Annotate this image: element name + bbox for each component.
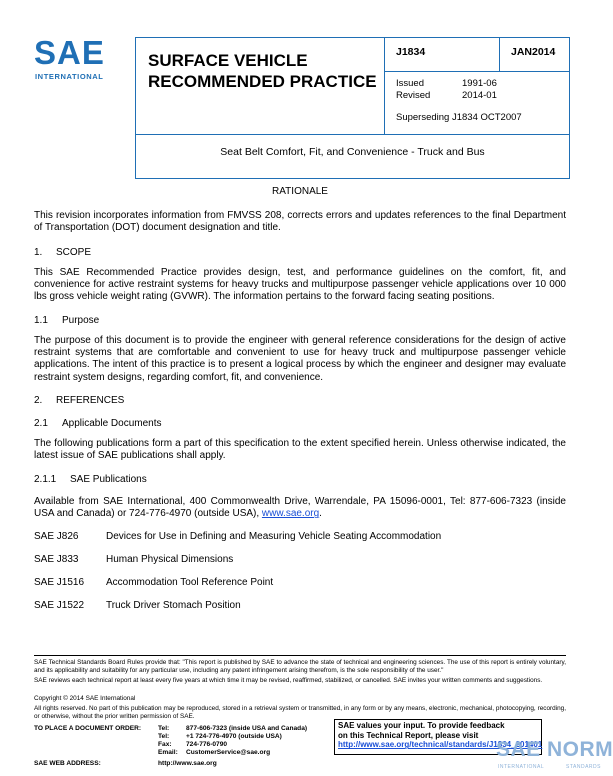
- review-text: SAE reviews each technical report at least every five years at which time it may be revised, reaffirmed, stabilized, or cancelled. SAE invites your written comments and suggestions.: [34, 677, 543, 684]
- sae-norm-watermark: [496, 738, 613, 776]
- reference-code: SAE J826: [34, 531, 79, 542]
- document-date: JAN2014: [511, 46, 556, 58]
- purpose-text: The purpose of this document is to provide the engineer with general reference considerations for the design of active restraint systems that are comfortable and convenient to use for heavy truck and multipurpose passenger vehicle applications. The intent of this practice is to present a logical process by which the engineer and designer may evaluate restraint system designs, regarding comfort, fit, and convenience.: [34, 335, 566, 383]
- reference-code: SAE J1522: [34, 600, 85, 611]
- applicable-documents-text: The following publications form a part of this specification to the extent specified herein. Unless otherwise indicated, the latest issue of SAE publications shall apply.: [34, 438, 566, 462]
- logo-subtitle: INTERNATIONAL: [35, 72, 104, 81]
- section-1-1-heading: [34, 315, 99, 326]
- header-divider: [384, 38, 385, 134]
- section-title: SAE Publications: [70, 474, 147, 485]
- superseding-note: Superseding J1834 OCT2007: [396, 112, 522, 123]
- sae-publications-text: [34, 496, 566, 520]
- footer-rule: [34, 655, 566, 656]
- logo-mark: SAE: [34, 34, 105, 71]
- revised-value: 2014-01: [462, 90, 497, 101]
- header-divider: [136, 134, 569, 135]
- section-number: 1.: [34, 247, 43, 258]
- fax-value: 724-776-0790: [186, 741, 228, 748]
- sae-publications-body: Available from SAE International, 400 Commonwealth Drive, Warrendale, PA 15096-0001, Tel: 877-606-7323 (inside USA and Canada) or 724-776-4970 (outside USA),: [34, 496, 566, 520]
- reference-item: [34, 577, 273, 588]
- reference-code: SAE J1516: [34, 577, 85, 588]
- tel2-value: +1 724-776-4970 (outside USA): [186, 733, 282, 740]
- email-label: Email:: [158, 749, 178, 756]
- section-title: REFERENCES: [56, 395, 125, 406]
- reference-title: Human Physical Dimensions: [106, 554, 234, 565]
- board-rules-text: SAE Technical Standards Board Rules provide that: "This report is published by SAE to advance the state of technical and engineering sciences. The use of this report is entirely voluntary, and its applicability and suitability for any particular use, including any patent infringement arising therefrom, is the sole responsibility of the user.": [34, 659, 566, 674]
- section-title: Purpose: [62, 315, 100, 326]
- tel1-value: 877-606-7323 (inside USA and Canada): [186, 725, 308, 732]
- reference-item: [34, 531, 441, 542]
- header-divider: [499, 38, 500, 71]
- web-value[interactable]: http://www.sae.org: [158, 760, 217, 767]
- copyright-text: Copyright © 2014 SAE International: [34, 695, 136, 702]
- sae-logo: [34, 36, 124, 86]
- section-2-1-heading: [34, 418, 162, 429]
- reference-title: Truck Driver Stomach Position: [106, 600, 241, 611]
- document-subject: Seat Belt Comfort, Fit, and Convenience - Truck and Bus: [220, 146, 485, 158]
- fax-label: Fax:: [158, 741, 172, 748]
- sae-website-link[interactable]: www.sae.org: [261, 508, 320, 520]
- section-title: Applicable Documents: [62, 418, 162, 429]
- tel2-label: Tel:: [158, 733, 170, 740]
- feedback-line-2: on this Technical Report, please visit: [338, 730, 479, 740]
- document-type-title: SURFACE VEHICLE RECOMMENDED PRACTICE: [148, 51, 377, 91]
- reference-item: [34, 554, 233, 565]
- feedback-link[interactable]: http://www.sae.org/technical/standards/J1834_201401: [338, 740, 543, 750]
- watermark-subtext: STANDARDS: [566, 764, 601, 770]
- section-1-heading: [34, 247, 91, 258]
- rights-text: All rights reserved. No part of this publication may be reproduced, stored in a retrieval system or transmitted, in any form or by any means, electronic, mechanical, photocopying, recording, or otherwise, without the prior written permission of SAE.: [34, 705, 566, 720]
- feedback-line-1: SAE values your input. To provide feedback: [338, 721, 505, 730]
- tel1-label: Tel:: [158, 725, 170, 732]
- order-label: TO PLACE A DOCUMENT ORDER:: [34, 725, 142, 732]
- reference-item: [34, 600, 241, 611]
- email-value[interactable]: CustomerService@sae.org: [186, 749, 271, 756]
- document-number: J1834: [396, 46, 426, 58]
- section-2-1-1-heading: [34, 474, 147, 485]
- revised-label: Revised: [396, 90, 431, 101]
- section-number: 2.1.1: [34, 474, 57, 485]
- issued-value: 1991-06: [462, 78, 497, 89]
- section-title: SCOPE: [56, 247, 92, 258]
- reference-title: Accommodation Tool Reference Point: [106, 577, 274, 588]
- watermark-subtext: INTERNATIONAL: [498, 764, 545, 770]
- reference-title: Devices for Use in Defining and Measuring Vehicle Seating Accommodation: [106, 531, 442, 542]
- document-header: [135, 37, 570, 179]
- reference-code: SAE J833: [34, 554, 79, 565]
- section-number: 1.1: [34, 315, 48, 326]
- header-divider: [384, 71, 569, 72]
- rationale-text: This revision incorporates information from FMVSS 208, corrects errors and updates references to the final Department of Transportation (DOT) document designation and title.: [34, 210, 566, 234]
- watermark-text: SAE NORM: [496, 738, 613, 761]
- section-2-heading: [34, 395, 124, 406]
- web-label: SAE WEB ADDRESS:: [34, 760, 101, 767]
- section-number: 2.1: [34, 418, 48, 429]
- rationale-heading: RATIONALE: [272, 186, 328, 197]
- issued-label: Issued: [396, 78, 424, 89]
- section-number: 2.: [34, 395, 43, 406]
- scope-text: This SAE Recommended Practice provides design, test, and performance guidelines on the comfort, fit, and convenience for active restraint systems for heavy trucks and multipurpose passenger vehicle applications over 10 000 lbs gross vehicle weight rating (GVWR). The information pertains to the forward facing seating positions.: [34, 267, 566, 303]
- sentence-end: .: [319, 508, 322, 520]
